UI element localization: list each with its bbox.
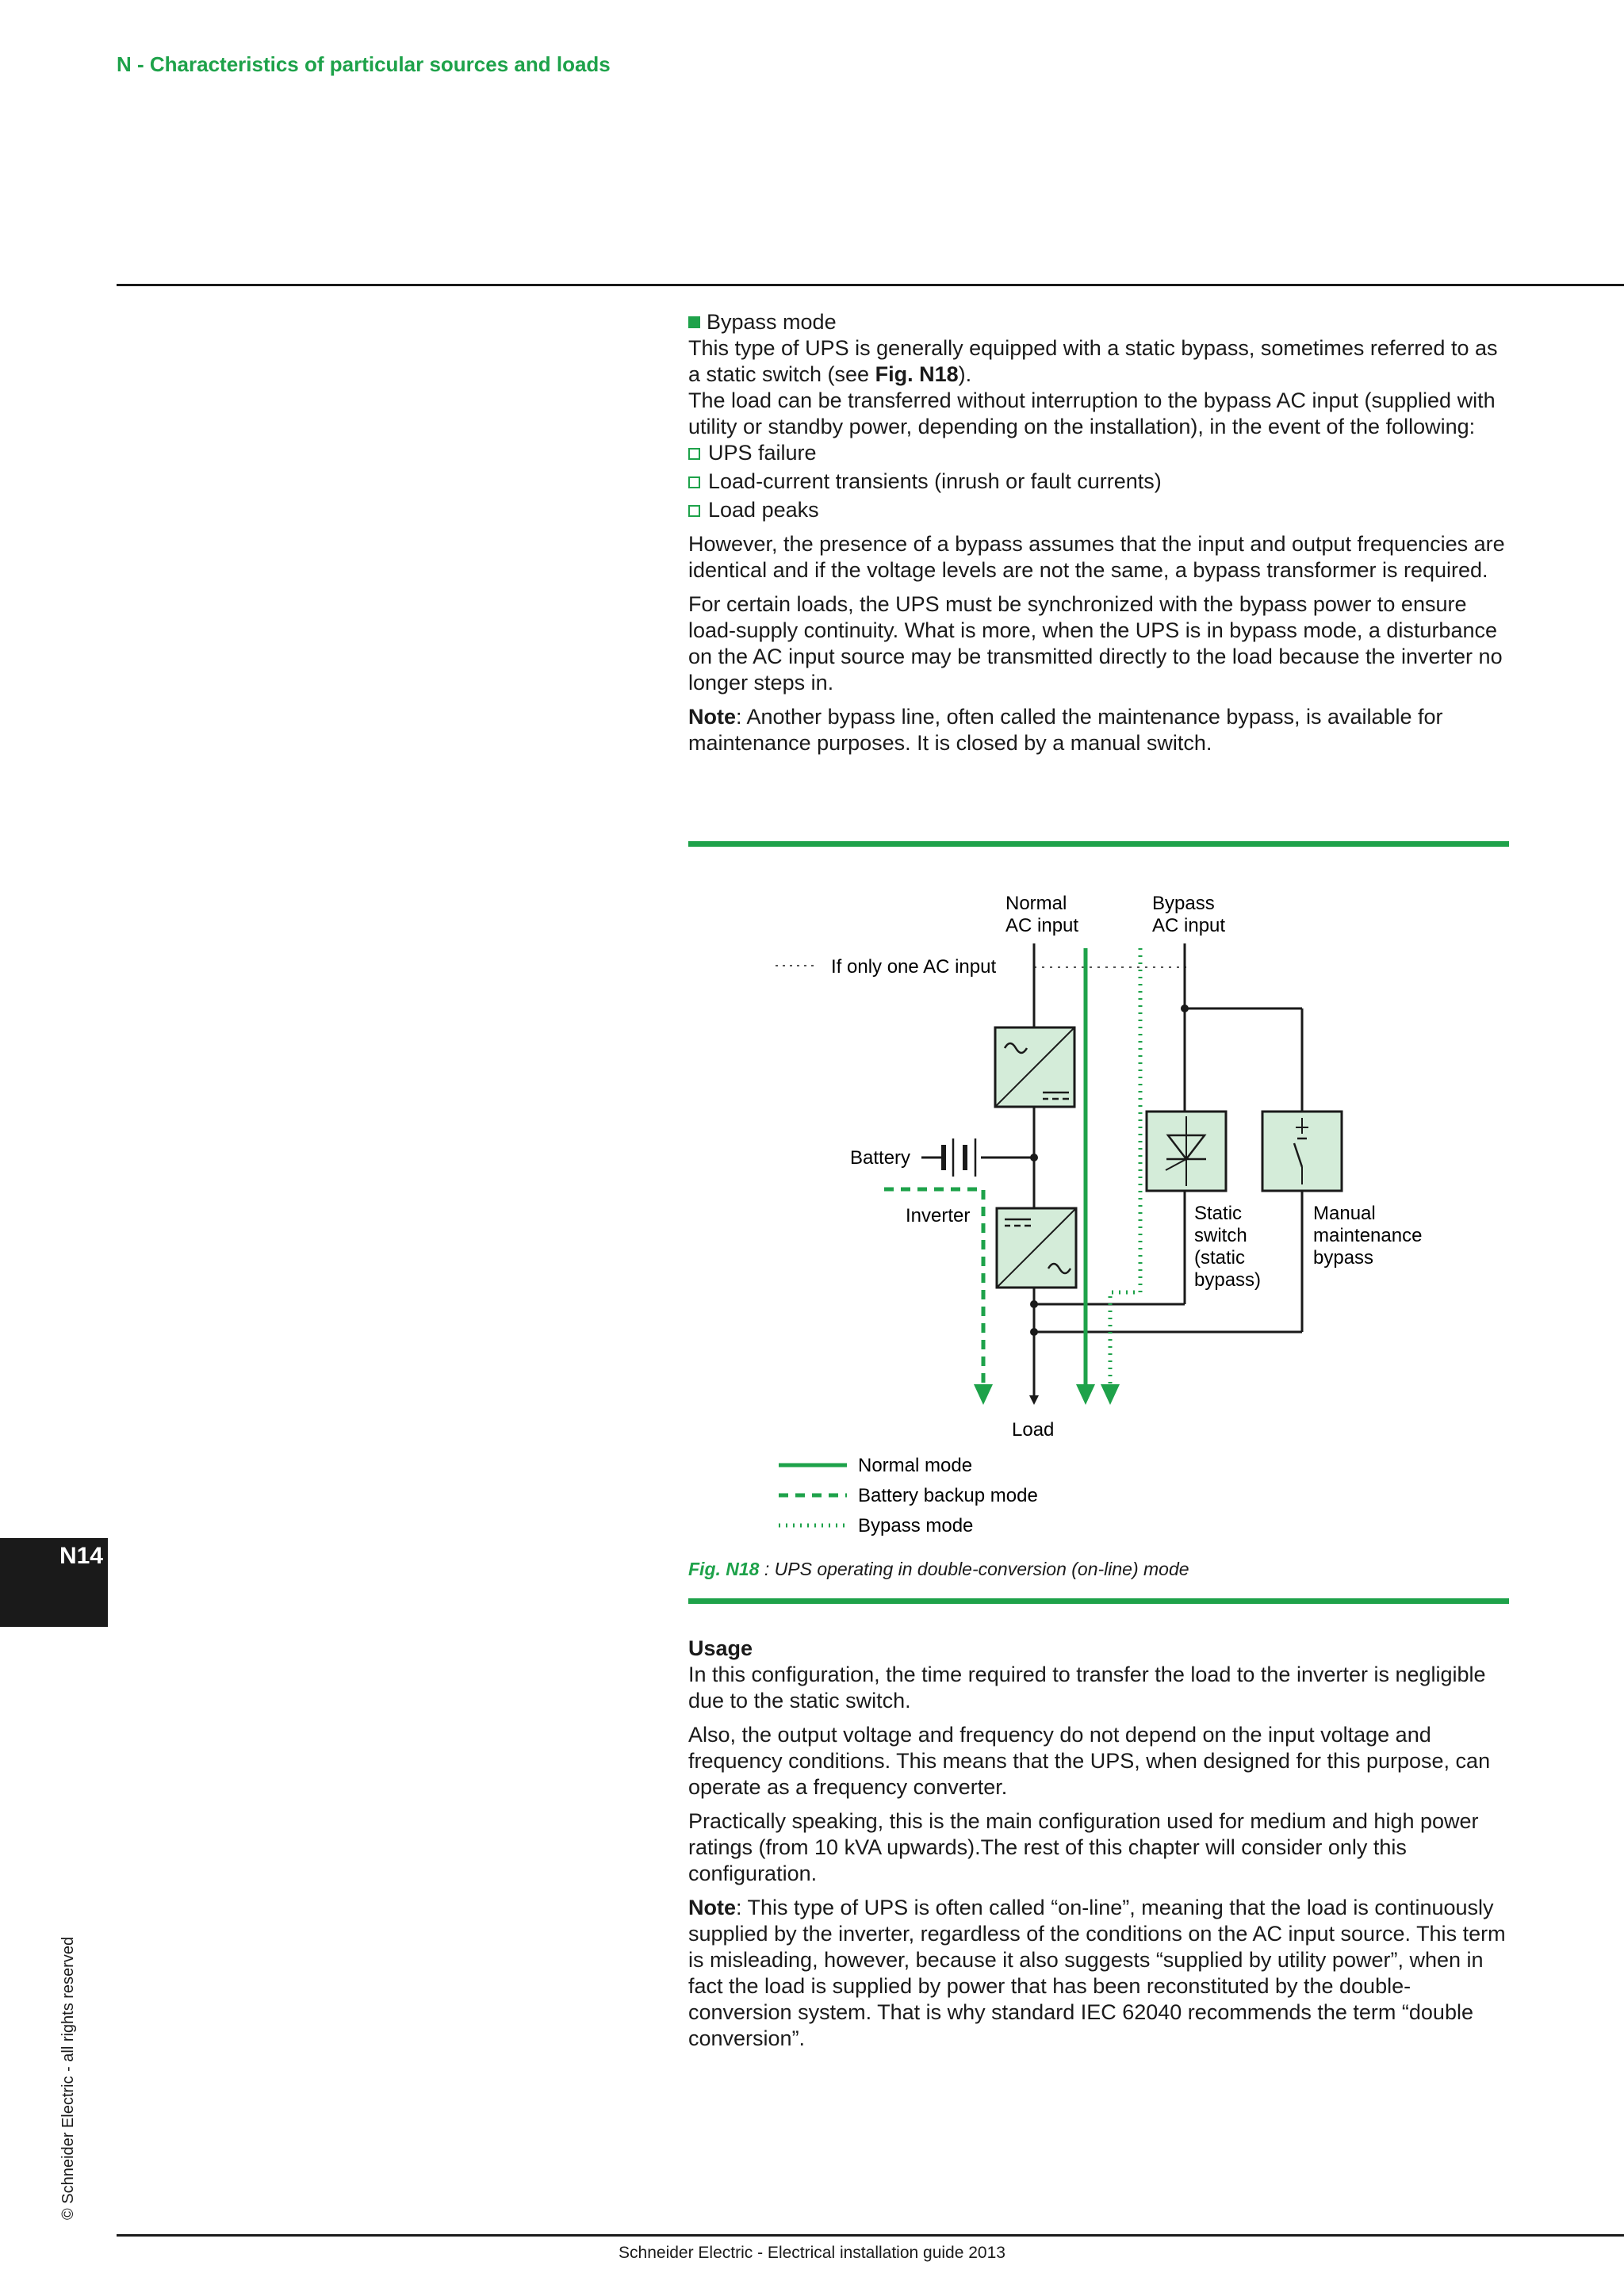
note-text: : This type of UPS is often called “on-line”, meaning that the load is continuously supplied by the inverter, regardless of the conditions on the AC input source. This term is misleading, however, because it also suggests “supplied by utility power”, when in fact the load is supplied by power that has been reconstituted by the double-conversion system. That is why standard IEC 62040 recommends the term “double conversion”. [688, 1896, 1506, 2050]
figure-caption [688, 1559, 1189, 1580]
page-number: N14 [59, 1543, 103, 1569]
bypass-mode-arrow-icon [1101, 1384, 1120, 1405]
manual-bypass-label-1: Manual [1313, 1203, 1376, 1224]
footer-rule [117, 2234, 1624, 2237]
note-label: Note [688, 1896, 736, 1919]
inverter-label: Inverter [906, 1205, 971, 1226]
manual-bypass-label-3: bypass [1313, 1247, 1374, 1269]
open-square-bullet-icon [688, 476, 700, 488]
usage-note [688, 1895, 1509, 2052]
list-item [688, 440, 1509, 466]
normal-input-label-2: AC input [1005, 915, 1079, 936]
open-square-bullet-icon [688, 505, 700, 517]
static-switch-label-3: (static [1194, 1247, 1246, 1269]
figure-number: Fig. N18 [688, 1559, 760, 1579]
legend-battery-label: Battery backup mode [858, 1485, 1038, 1506]
manual-bypass-label-2: maintenance [1313, 1225, 1423, 1246]
normal-input-label-1: Normal [1005, 893, 1067, 914]
footer-text: Schneider Electric - Electrical installation guide 2013 [619, 2244, 1005, 2262]
bypass-input-label-2: AC input [1152, 915, 1226, 936]
usage-section [688, 1636, 1509, 2060]
bypass-mode-path [1110, 948, 1140, 1384]
load-label: Load [1012, 1419, 1055, 1441]
figure-top-rule [688, 841, 1509, 847]
normal-mode-arrow-icon [1076, 1384, 1095, 1405]
usage-para-3: Practically speaking, this is the main configuration used for medium and high power ratings (from 10 kVA upwards).The rest of this chapter will consider only this configuration. [688, 1809, 1479, 1885]
bypass-para-1-text: This type of UPS is generally equipped with a static bypass, sometimes referred to as a static switch (see [688, 336, 1498, 386]
list-item-text: UPS failure [708, 441, 817, 465]
static-switch-label-1: Static [1194, 1203, 1243, 1224]
bypass-mode-section [688, 309, 1509, 764]
load-arrow-icon [1029, 1395, 1039, 1405]
list-item-text: Load-current transients (inrush or fault currents) [708, 469, 1162, 493]
bypass-input-label-1: Bypass [1152, 893, 1215, 914]
copyright-notice: © Schneider Electric - all rights reserved [59, 1936, 77, 2220]
bypass-para-3: However, the presence of a bypass assumes that the input and output frequencies are identical and if the voltage levels are not the same, a bypass transformer is required. [688, 532, 1505, 582]
bypass-conditions-list [688, 440, 1509, 523]
legend-normal-label: Normal mode [858, 1455, 973, 1476]
usage-heading: Usage [688, 1636, 753, 1660]
page-number-tab [0, 1538, 108, 1627]
static-switch-label-2: switch [1194, 1225, 1247, 1246]
bypass-note [688, 704, 1509, 756]
chapter-title: N - Characteristics of particular sources and loads [117, 52, 611, 76]
bypass-para-2: The load can be transferred without interruption to the bypass AC input (supplied with utility or standby power, depending on the installation), in the event of the following: [688, 388, 1496, 438]
list-item [688, 469, 1509, 495]
usage-para-2: Also, the output voltage and frequency do not depend on the input voltage and frequency conditions. This means that the UPS, when designed for this purpose, can operate as a frequency converter. [688, 1723, 1491, 1799]
battery-label: Battery [850, 1147, 911, 1169]
figure-caption-text: : UPS operating in double-conversion (on-line) mode [759, 1559, 1189, 1579]
header-rule [117, 284, 1624, 286]
bypass-para-1-end: ). [958, 362, 972, 386]
list-item [688, 497, 1509, 523]
static-switch-label-4: bypass) [1194, 1269, 1262, 1291]
fig-reference: Fig. N18 [875, 362, 959, 386]
note-label: Note [688, 705, 736, 729]
bypass-mode-heading [688, 309, 1509, 335]
legend-bypass-label: Bypass mode [858, 1515, 974, 1536]
bypass-para-4: For certain loads, the UPS must be synchronized with the bypass power to ensure load-supply continuity. What is more, when the UPS is in bypass mode, a disturbance on the AC input source may be transmitted directly to the load because the inverter no longer steps in. [688, 592, 1503, 695]
bypass-para-1 [688, 335, 1509, 388]
list-item-text: Load peaks [708, 498, 819, 522]
note-text: : Another bypass line, often called the maintenance bypass, is available for maintenance purposes. It is closed by a manual switch. [688, 705, 1443, 755]
open-square-bullet-icon [688, 448, 700, 460]
green-square-bullet-icon [688, 316, 700, 328]
ups-diagram [682, 872, 1522, 1570]
battery-icon [944, 1138, 975, 1177]
figure-bottom-rule [688, 1598, 1509, 1604]
bypass-mode-heading-text: Bypass mode [707, 310, 837, 334]
usage-para-1: In this configuration, the time required to transfer the load to the inverter is negligible due to the static switch. [688, 1663, 1486, 1712]
battery-mode-arrow-icon [974, 1384, 993, 1405]
one-input-label: If only one AC input [831, 956, 997, 978]
